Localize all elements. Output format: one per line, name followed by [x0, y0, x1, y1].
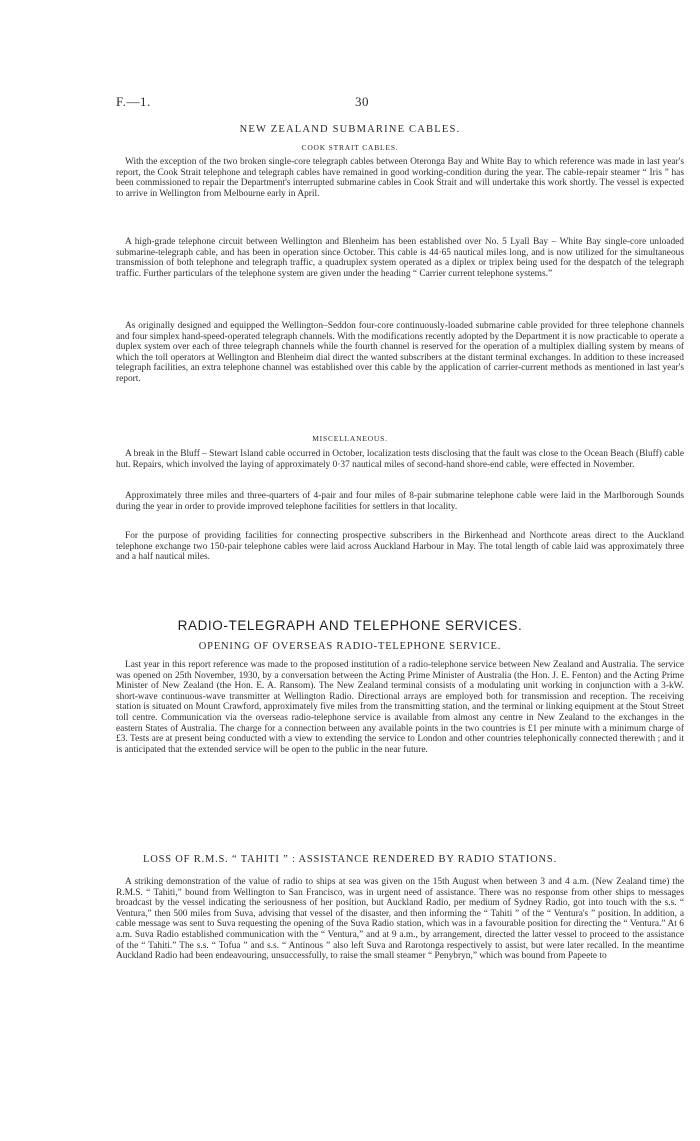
paragraph: Approximately three miles and three-quarters of 4-pair and four miles of 8-pair submarine telephone cable were laid in the Marlborough Sounds during the year in order to provide improved telephone facilities for settlers in that locality. — [116, 491, 684, 512]
page-number: 30 — [355, 94, 369, 109]
paragraph: With the exception of the two broken single-core telegraph cables between Oteronga Bay and White Bay to which reference was made in last year's report, the Cook Strait telephone and telegraph cables have remained in good working-condition during the year. The cable-repair steamer “ Iris ” has been commissioned to repair the Department's interrupted submarine cables in Cook Strait and will undertake this work shortly. The vessel is expected to arrive in Wellington from Melbourne early in April. — [116, 157, 684, 199]
report-code: F.—1. — [116, 94, 151, 109]
paragraph: Last year in this report reference was made to the proposed institution of a radio-telephone service between New Zealand and Australia. The service was opened on 25th November, 1930, by a conversation between the Acting Prime Minister of Australia (the Hon. J. E. Fenton) and the Acting Prime Minister of New Zealand (the Hon. E. A. Ransom). The New Zealand terminal consists of a modulating unit working in conjunction with a 3-kW. short-wave continuous-wave transmitter at Wellington Radio. Directional arrays are employed both for transmission and reception. The receiving station is situated on Mount Crawford, approximately five miles from the transmitting station, and the terminal or linking equipment at the Stout Street toll centre. Communication via the overseas radio-telephone service is available from almost any centre in New Zealand to the exchanges in the eastern States of Australia. The charge for a connection between any available points in the two countries is £1 per minute with a minimum charge of £3. Tests are at present being conducted with a view to extending the service to London and other countries telephonically connected therewith ; and it is anticipated that the extended service will be open to the public in the near future. — [116, 660, 684, 755]
cook-strait-heading: COOK STRAIT CABLES. — [301, 143, 399, 152]
overseas-service-heading: OPENING OF OVERSEAS RADIO-TELEPHONE SERVICE. — [198, 641, 502, 652]
paragraph: A striking demonstration of the value of radio to ships at sea was given on the 15th August when between 3 and 4 a.m. (New Zealand time) the R.M.S. “ Tahiti,” bound from Wellington to San Francisco, was in urgent need of assistance. There was no response from other ships to messages broadcast by the vessel indicating the seriousness of her position, but Auckland Radio, per medium of Sydney Radio, got into touch with the s.s. “ Ventura,” then 500 miles from Suva, advising that vessel of the disaster, and then informing the “ Tahiti ” of the “ Ventura's ” position. In addition, a cable message was sent to Suva requesting the opening of the Suva Radio station, which was in a favourable position for directing the “ Ventura.” At 6 a.m. Suva Radio established communication with the “ Ventura,” and at 9 a.m., by arrangement, directed the latter vessel to proceed to the assistance of the “ Tahiti.” The s.s. “ Tofua ” and s.s. “ Antinous ” also left Suva and Rarotonga respectively to assist, but were later recalled. In the meantime Auckland Radio had been endeavouring, unsuccessfully, to raise the small steamer “ Penybryn,” which was bound from Papeete to — [116, 877, 684, 962]
miscellaneous-heading: MISCELLANEOUS. — [312, 434, 388, 443]
radio-section-title: RADIO-TELEGRAPH AND TELEPHONE SERVICES. — [177, 618, 523, 633]
paragraph: As originally designed and equipped the Wellington–Seddon four-core continuously-loaded submarine cable provided for three telephone channels and four simplex hand-speed-operated telegraph channels. With the modifications recently adopted by the Department it is now practicable to operate a duplex system over each of three telegraph channels while the fourth channel is reserved for the operation of a multiplex dialling system by means of which the toll operators at Wellington and Blenheim dial direct the wanted subscribers at the distant terminal exchanges. In addition to these increased telegraph facilities, an extra telephone channel was established over this cable by the application of carrier-current methods as mentioned in last year's report. — [116, 321, 684, 384]
cables-title: NEW ZEALAND SUBMARINE CABLES. — [239, 124, 461, 135]
paragraph: A high-grade telephone circuit between Wellington and Blenheim has been established over No. 5 Lyall Bay – White Bay single-core unloaded submarine-telegraph cable, and has been in operation since October. This cable is 44·65 nautical miles long, and is now utilized for the simultaneous transmission of both telephone and telegraph traffic, a quadruplex system operated as a diplex or triplex being used for the despatch of the telegraph traffic. Further particulars of the telephone system are given under the heading “ Carrier current telephone systems.” — [116, 237, 684, 279]
paragraph: A break in the Bluff – Stewart Island cable occurred in October, localization tests disclosing that the fault was close to the Ocean Beach (Bluff) cable hut. Repairs, which involved the laying of approximately 0·37 nautical miles of second-hand shore-end cable, were effected in November. — [116, 449, 684, 470]
tahiti-heading: LOSS OF R.M.S. “ TAHITI ” : ASSISTANCE RENDERED BY RADIO STATIONS. — [142, 854, 557, 865]
paragraph: For the purpose of providing facilities for connecting prospective subscribers in the Birkenhead and Northcote areas direct to the Auckland telephone exchange two 150-pair telephone cables were laid across Auckland Harbour in May. The total length of cable laid was approximately three and a half nautical miles. — [116, 531, 684, 563]
